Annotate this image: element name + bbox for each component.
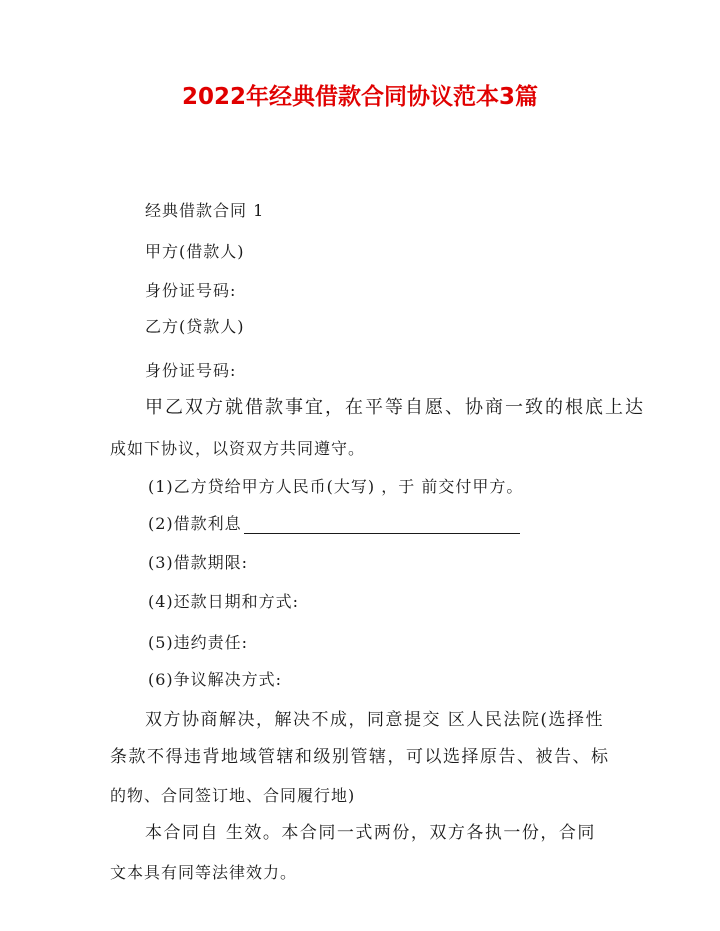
clause-6: (6)争议解决方式: [148,670,283,689]
dispute-paragraph-line-2: 条款不得违背地域管辖和级别管辖，可以选择原告、被告、标 [110,747,610,767]
contract-heading: 经典借款合同 1 [145,201,265,220]
effect-paragraph-line-1: 本合同自 生效。本合同一式两份，双方各执一份，合同 [145,823,596,843]
intro-paragraph-line-2: 成如下协议，以资双方共同遵守。 [110,439,366,458]
clause-5: (5)违约责任: [148,633,249,652]
party-b-label: 乙方(贷款人) [145,317,245,336]
clause-2 [148,514,520,534]
party-a-id-label: 身份证号码: [145,281,237,300]
party-a-label: 甲方(借款人) [145,242,245,261]
clause-4: (4)还款日期和方式: [148,592,300,611]
intro-paragraph-line-1: 甲乙双方就借款事宜，在平等自愿、协商一致的根底上达 [145,397,645,418]
effect-paragraph-line-2: 文本具有同等法律效力。 [110,863,298,882]
interest-blank-line [244,517,520,534]
clause-3: (3)借款期限: [148,553,249,572]
clause-2-label: (2)借款利息 [148,514,242,533]
dispute-paragraph-line-3: 的物、合同签订地、合同履行地) [110,786,356,805]
clause-1: (1)乙方贷给甲方人民币(大写) ，于 前交付甲方。 [148,477,524,496]
document-title: 2022年经典借款合同协议范本3篇 [181,84,539,110]
party-b-id-label: 身份证号码: [145,361,237,380]
dispute-paragraph-line-1: 双方协商解决，解决不成，同意提交 区人民法院(选择性 [145,710,605,730]
